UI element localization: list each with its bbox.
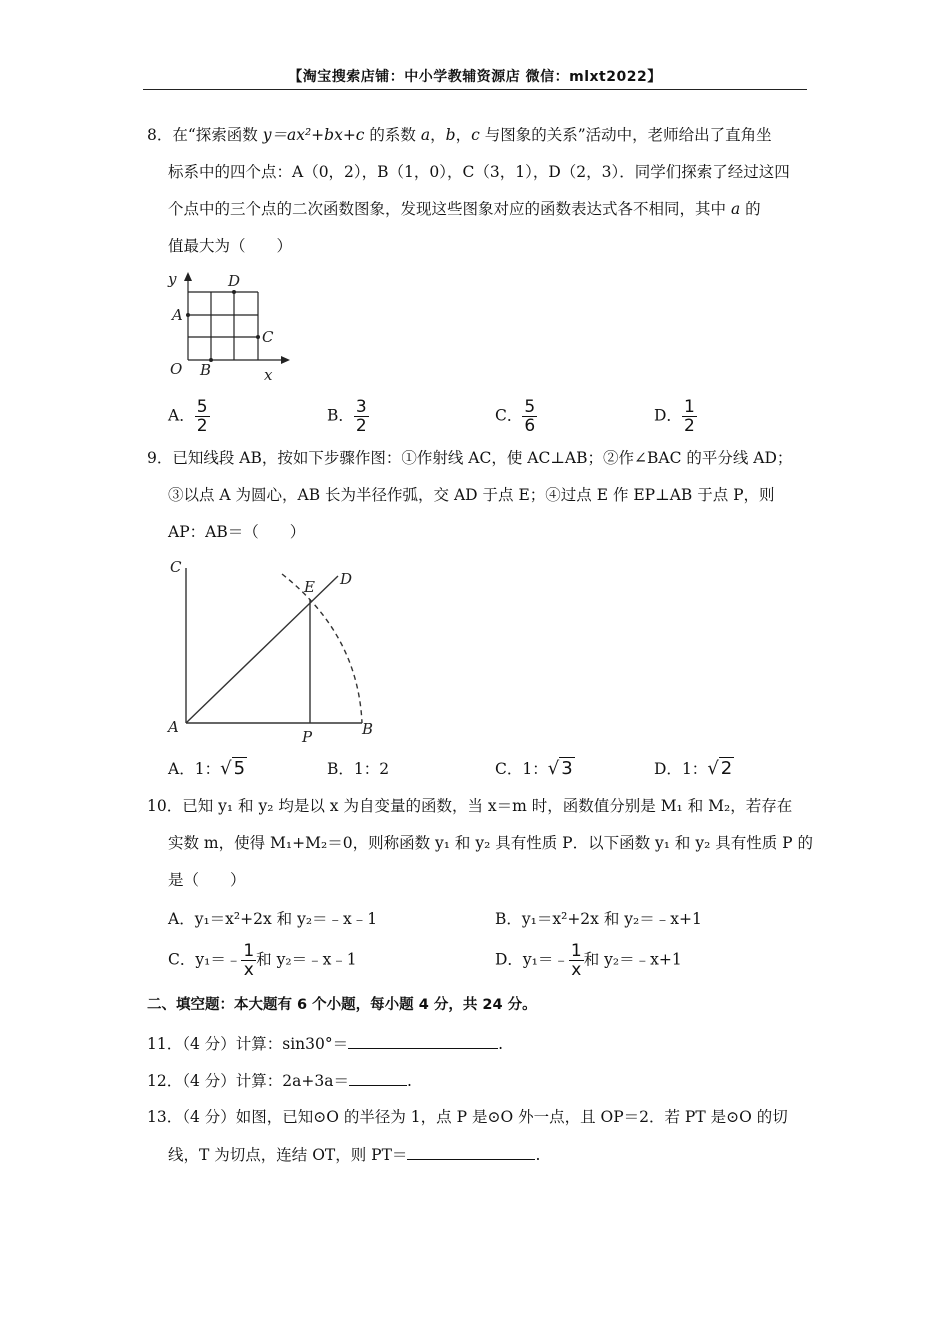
header-rule xyxy=(143,89,807,90)
q9-line3: AP：AB＝（ ） xyxy=(168,523,306,541)
q10-option-a: A．y₁＝x²+2x 和 y₂＝﹣x﹣1 xyxy=(168,910,378,928)
q13-line1: 13．（4 分）如图，已知⊙O 的半径为 1，点 P 是⊙O 外一点，且 OP＝2．若 PT 是⊙O 的切 xyxy=(147,1108,788,1126)
q8-line3: 个点中的三个点的二次函数图象，发现这些图象对应的函数表达式各不相同，其中 a 的 xyxy=(168,200,761,218)
q10-option-b: B．y₁＝x²+2x 和 y₂＝﹣x+1 xyxy=(495,910,702,928)
q8-label-C: C xyxy=(262,328,274,346)
q9-label-A: A xyxy=(168,718,179,736)
q9-label-P: P xyxy=(302,728,313,744)
q8-option-b: B． $\frac{3}{2}$ xyxy=(327,397,367,436)
section-2-heading: 二、填空题：本大题有 6 个小题，每小题 4 分，共 24 分。 xyxy=(147,997,537,1013)
q10-line1: 10．已知 y₁ 和 y₂ 均是以 x 为自变量的函数，当 x＝m 时，函数值分别是 M₁ 和 M₂，若存在 xyxy=(147,797,793,815)
q9-label-D: D xyxy=(340,570,353,588)
q10-option-c: C．y₁＝﹣ $\frac{1}{x}$ 和 y₂＝﹣x﹣1 xyxy=(168,941,357,980)
q8-grid-figure xyxy=(160,266,290,382)
q9-label-E: E xyxy=(304,578,315,596)
q9-line1: 9．已知线段 AB，按如下步骤作图：①作射线 AC，使 AC⊥AB；②作∠BAC 的平分线 AD； xyxy=(147,449,793,467)
q8-line1: 8．在“探索函数 y＝ax²+bx+c 的系数 a，b，c 与图象的关系”活动中，老师给出了直角坐 xyxy=(147,126,772,144)
q9-option-a: A．1：√ 5 xyxy=(168,758,246,779)
q10-line3: 是（ ） xyxy=(168,871,246,889)
q9-construction-figure xyxy=(160,554,385,744)
q8-label-x: x xyxy=(264,366,273,382)
q12-answer-blank[interactable] xyxy=(349,1069,407,1086)
q13-answer-blank[interactable] xyxy=(407,1143,535,1160)
q8-label-D: D xyxy=(228,272,241,290)
q9-option-d: D．1：√ 2 xyxy=(654,758,733,779)
q9-label-B: B xyxy=(362,720,374,738)
q9-line2: ③以点 A 为圆心，AB 长为半径作弧，交 AD 于点 E；④过点 E 作 EP⊥AB 于点 P，则 xyxy=(168,486,775,504)
q8-label-A: A xyxy=(172,306,183,324)
q8-label-y: y xyxy=(168,270,177,288)
q8-option-c: C． $\frac{5}{6}$ xyxy=(495,397,536,436)
q9-label-C: C xyxy=(170,558,182,576)
q8-label-B: B xyxy=(200,361,212,379)
q10-line2: 实数 m，使得 M₁+M₂＝0，则称函数 y₁ 和 y₂ 具有性质 P．以下函数 y₁ 和 y₂ 具有性质 P 的 xyxy=(168,834,814,852)
q8-line4: 值最大为（ ） xyxy=(168,237,293,255)
q10-option-d: D．y₁＝﹣ $\frac{1}{x}$ 和 y₂＝﹣x+1 xyxy=(495,941,682,980)
q13-line2: 线，T 为切点，连结 OT，则 PT＝ . xyxy=(168,1143,540,1166)
q11-answer-blank[interactable] xyxy=(348,1032,498,1049)
q9-option-b: B．1：2 xyxy=(327,760,390,778)
q8-option-a: A． $\frac{5}{2}$ xyxy=(168,397,208,436)
q9-option-c: C．1：√ 3 xyxy=(495,758,573,779)
q12: 12．（4 分）计算：2a+3a＝ . xyxy=(147,1069,412,1092)
q8-line2: 标系中的四个点：A（0，2），B（1，0），C（3，1），D（2，3）．同学们探索了经过这四 xyxy=(168,163,790,181)
page-header: 【淘宝搜索店铺：中小学教辅资源店 微信：mlxt2022】 xyxy=(288,69,662,85)
q11: 11．（4 分）计算：sin30°＝ . xyxy=(147,1032,503,1055)
q8-label-O: O xyxy=(170,360,183,378)
q8-option-d: D． $\frac{1}{2}$ xyxy=(654,397,695,436)
